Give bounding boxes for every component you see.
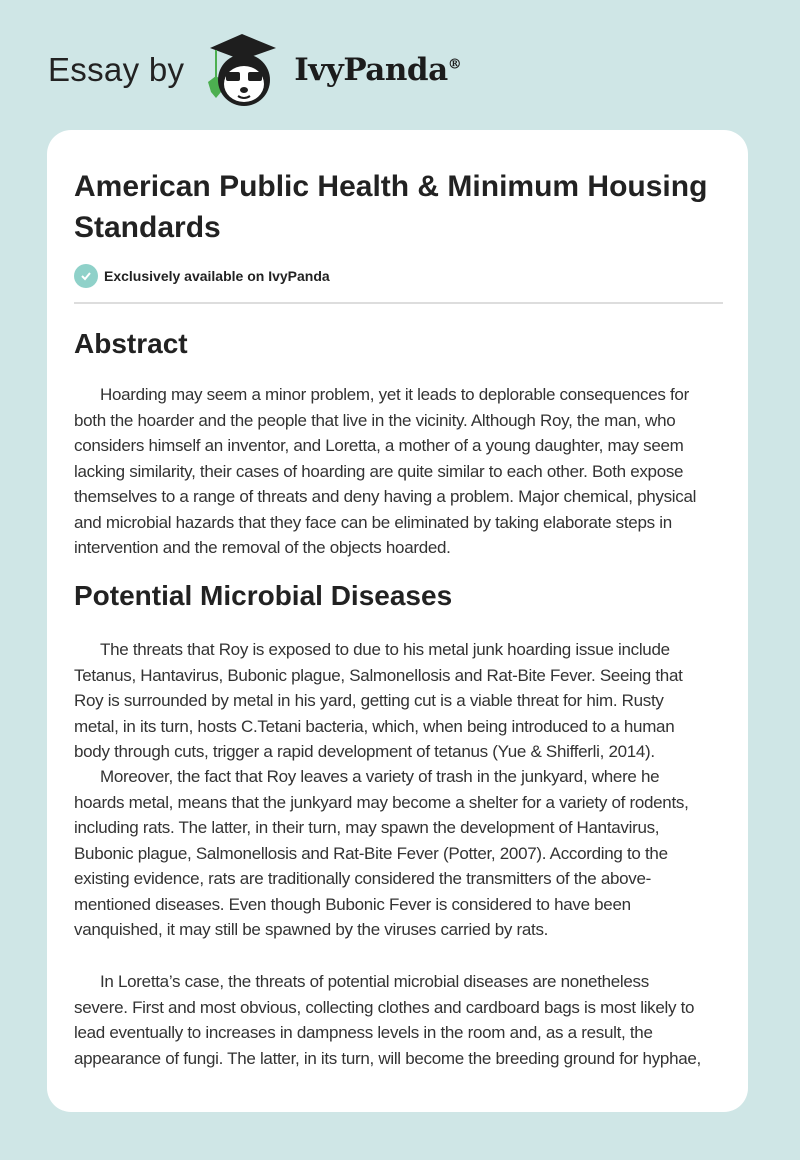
- text-line: lead eventually to increases in dampness levels in the room and, as a result, the: [74, 1023, 653, 1042]
- text-line: and microbial hazards that they face can be eliminated by taking elaborate steps in: [74, 512, 672, 532]
- section-heading-microbial: Potential Microbial Diseases: [74, 580, 453, 611]
- text-line: existing evidence, rats are traditionally considered the transmitters of the above-: [74, 869, 652, 888]
- text-line: themselves to a range of threats and deny having a problem. Major chemical, physical: [74, 487, 697, 506]
- registered-mark: ®: [447, 56, 462, 73]
- text-line: intervention and the removal of the objects hoarded.: [74, 538, 451, 557]
- brand-name: [294, 52, 461, 88]
- page-title: American Public Health & Minimum Housing Standards: [74, 170, 708, 244]
- paragraph: [74, 637, 734, 765]
- essay-card: [47, 130, 748, 1112]
- text-line: appearance of fungi. The latter, in its turn, will become the breeding ground for hyphae,: [74, 1048, 701, 1068]
- text-line: Tetanus, Hantavirus, Bubonic plague, Salmonellosis and Rat-Bite Fever. Seeing that: [74, 665, 683, 685]
- text-line: mentioned diseases. Even though Bubonic Fever is considered to have been: [74, 894, 631, 914]
- text-line: severe. First and most obvious, collecting clothes and cardboard bags is most likely to: [74, 997, 695, 1017]
- paragraph: [74, 764, 734, 943]
- section-heading-abstract: Abstract: [74, 328, 188, 359]
- text-line: considers himself an inventor, and Loretta, a mother of a young daughter, may seem: [74, 436, 684, 455]
- text-line: lacking similarity, their cases of hoarding are quite similar to each other. Both expose: [74, 461, 684, 481]
- text-line: including rats. The latter, in their turn, may spawn the development of Hantavirus,: [74, 818, 660, 837]
- essay-by-label: Essay by: [48, 51, 185, 88]
- brand-text: IvyPanda: [294, 52, 448, 88]
- text-line: metal, in its turn, hosts C.Tetani bacteria, which, when being introduced to a human: [74, 716, 675, 736]
- text-line: Bubonic plague, Salmonellosis and Rat-Bite Fever (Potter, 2007). According to the: [74, 843, 668, 863]
- site-header: [48, 30, 461, 110]
- divider: [74, 302, 723, 304]
- text-line: vanquished, it may still be spawned by the viruses carried by rats.: [74, 920, 549, 939]
- paragraph: [74, 382, 734, 561]
- badge-text: Exclusively available on IvyPanda: [104, 268, 330, 284]
- text-line: Hoarding may seem a minor problem, yet it leads to deplorable consequences for: [100, 385, 689, 404]
- text-line: hoards metal, means that the junkyard may become a shelter for a variety of rodents,: [74, 792, 689, 812]
- paragraph: [74, 969, 734, 1071]
- exclusive-badge: [74, 264, 330, 288]
- check-icon: [74, 264, 98, 288]
- text-line: The threats that Roy is exposed to due to his metal junk hoarding issue include: [100, 640, 670, 659]
- text-line: body through cuts, trigger a rapid development of tetanus (Yue & Shifferli, 2014).: [74, 742, 655, 761]
- text-line: both the hoarder and the people that live in the vicinity. Although Roy, the man, who: [74, 410, 676, 430]
- text-line: Moreover, the fact that Roy leaves a variety of trash in the junkyard, where he: [100, 767, 660, 786]
- text-line: In Loretta’s case, the threats of potential microbial diseases are nonetheless: [100, 972, 649, 991]
- ivypanda-logo-icon: [200, 30, 284, 110]
- text-line: Roy is surrounded by metal in his yard, getting cut is a viable threat for him. Rusty: [74, 691, 664, 710]
